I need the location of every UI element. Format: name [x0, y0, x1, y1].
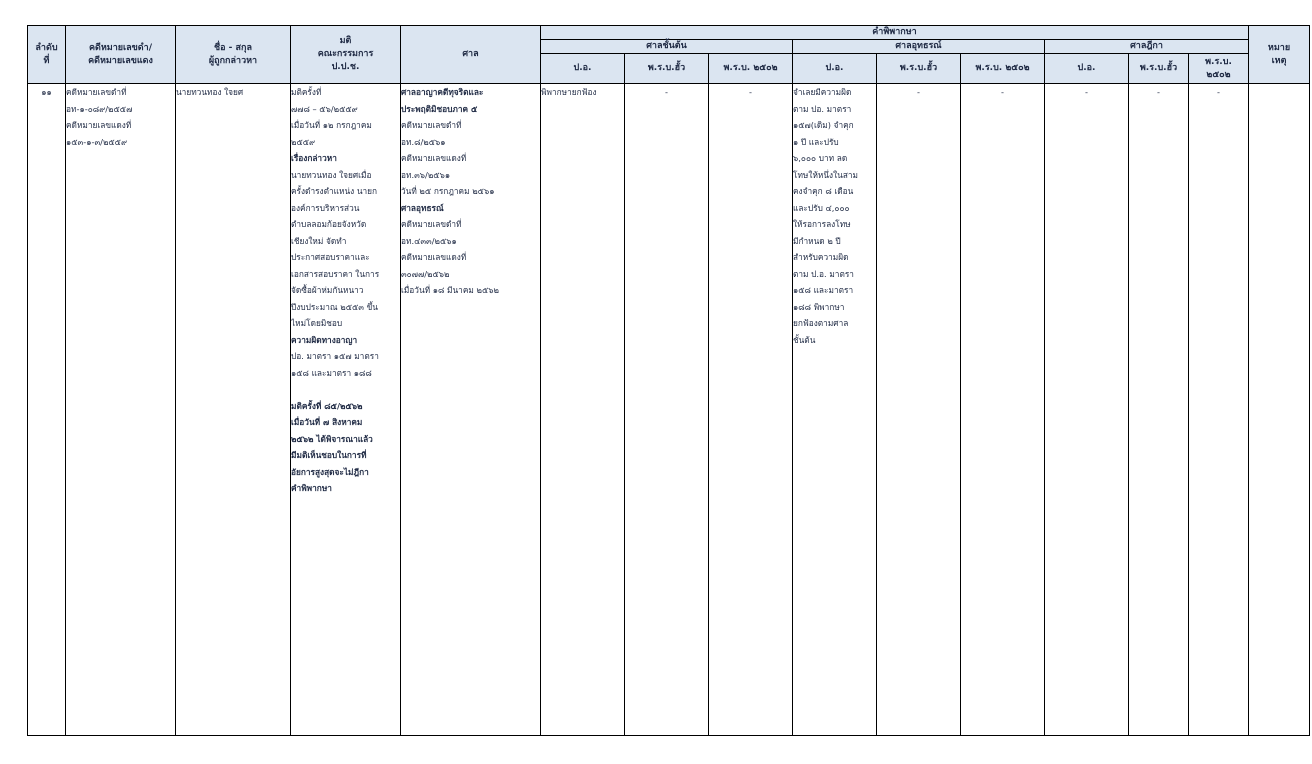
resolution-line: มติครั้งที่: [291, 87, 322, 97]
header-supreme-ppu: พ.ร.บ.ฮั้ว: [1129, 54, 1189, 84]
appeal-line: และปรับ ๔,๐๐๐: [793, 202, 850, 213]
court-line: คดีหมายเลขแดงที่: [401, 153, 467, 163]
header-appeal-po: ป.อ.: [793, 54, 877, 84]
resolution-line: ๗๗๘ – ๕๖/๒๕๕๙: [291, 103, 358, 114]
resolution-line: มีมติเห็นชอบในการที่: [291, 450, 367, 460]
resolution-line: คำพิพากษา: [291, 483, 332, 493]
court-lines: [401, 84, 540, 299]
appeal-line: ๑๕๗(เดิม) จำคุก: [793, 120, 854, 130]
resolution-line: ประกาศสอบราคาและ: [291, 252, 370, 262]
appeal-line: ๖,๐๐๐ บาท ลด: [793, 153, 848, 163]
resolution-line: ๑๕๘ และมาตรา ๑๘๘: [291, 367, 372, 378]
court-line: อท.๓๖/๒๕๖๑: [401, 169, 451, 180]
appeal-line: คงจำคุก ๘ เดือน: [793, 186, 854, 196]
table-row: [28, 84, 1310, 736]
header-first-act: พ.ร.บ. ๒๕๐๒: [709, 54, 793, 84]
appeal-lines: [793, 84, 876, 348]
cell-supreme-po: -: [1045, 84, 1129, 736]
court-line: คดีหมายเลขแดงที่: [401, 252, 467, 262]
cell-supreme-act: -: [1189, 84, 1249, 736]
cell-resolution: [291, 84, 401, 736]
cell-name: นายทวนทอง ใจยศ: [176, 84, 291, 736]
appeal-line: ให้รอการลงโทษ: [793, 219, 851, 229]
resolution-line: องค์การบริหารส่วน: [291, 202, 360, 213]
appeal-line: ชั้นต้น: [793, 334, 816, 345]
header-appeal: ศาลอุทธรณ์: [793, 40, 1045, 54]
cell-case: คดีหมายเลขดำที่ อท-๑-๐๘๙/๒๕๕๗ คดีหมายเลขแดงที่ ๑๕๓-๑-๓/๒๕๕๙: [66, 84, 176, 736]
appeal-line: จำเลยมีความผิด: [793, 87, 852, 97]
appeal-line: โทษให้หนึ่งในสาม: [793, 169, 859, 180]
resolution-line: มติครั้งที่ ๘๕/๒๕๖๒: [291, 400, 363, 411]
cell-appeal-act: -: [961, 84, 1045, 736]
case-table: [27, 25, 1310, 736]
resolution-line: นายทวนทอง ใจยศเมื่อ: [291, 169, 372, 180]
appeal-line: ๑ ปี และปรับ: [793, 136, 839, 147]
court-line: ศาลอุทธรณ์: [401, 202, 444, 213]
resolution-line: ความผิดทางอาญา: [291, 334, 358, 345]
resolution-line: ครั้งดำรงตำแหน่ง นายก: [291, 186, 378, 196]
resolution-line: เรื่องกล่าวหา: [291, 153, 337, 163]
header-remark: หมาย เหตุ: [1249, 26, 1310, 84]
resolution-line: ไหม่โดยมิชอบ: [291, 318, 343, 328]
header-case: คดีหมายเลขดำ/ คดีหมายเลขแดง: [66, 26, 176, 84]
header-resolution: มติ คณะกรรมการ ป.ป.ช.: [291, 26, 401, 84]
court-line: คดีหมายเลขดำที่: [401, 219, 462, 229]
court-line: ๓๐๗๗/๒๕๖๒: [401, 268, 450, 279]
header-appeal-ppu: พ.ร.บ.ฮั้ว: [877, 54, 961, 84]
appeal-line: ๑๘๘ พิพากษา: [793, 301, 845, 312]
court-line: อท.๔๓๓/๒๕๖๑: [401, 235, 457, 246]
resolution-line: เมื่อวันที่ ๗ สิงหาคม: [291, 417, 363, 427]
resolution-line: ๒๕๖๒ ได้พิจารณาแล้ว: [291, 433, 373, 444]
court-line: วันที่ ๒๕ กรกฎาคม ๒๕๖๑: [401, 186, 495, 196]
header-name: ชื่อ - สกุล ผู้ถูกกล่าวหา: [176, 26, 291, 84]
court-line: เมื่อวันที่ ๑๘ มีนาคม ๒๕๖๒: [401, 285, 499, 295]
header-first-ppu: พ.ร.บ.ฮั้ว: [625, 54, 709, 84]
cell-first-ppu: -: [625, 84, 709, 736]
appeal-line: ๑๕๘ และมาตรา: [793, 285, 854, 295]
cell-remark: [1249, 84, 1310, 736]
cell-court: [401, 84, 541, 736]
resolution-line: เชียงใหม่ จัดทำ: [291, 235, 347, 246]
cell-appeal-po: [793, 84, 877, 736]
appeal-line: สำหรับความผิด: [793, 252, 849, 262]
header-supreme: ศาลฎีกา: [1045, 40, 1249, 54]
header-first-instance: ศาลชั้นต้น: [541, 40, 793, 54]
resolution-line: ๒๕๕๙: [291, 136, 316, 147]
appeal-line: ตาม ป.อ. มาตรา: [793, 268, 854, 279]
appeal-line: ตาม ปอ. มาตรา: [793, 103, 852, 114]
court-line: อท.๘/๒๕๖๑: [401, 136, 446, 147]
header-appeal-act: พ.ร.บ. ๒๕๐๒: [961, 54, 1045, 84]
resolution-line: ตำบลลอมก้อยจังหวัด: [291, 219, 367, 229]
header-supreme-po: ป.อ.: [1045, 54, 1129, 84]
cell-appeal-ppu: -: [877, 84, 961, 736]
header-court: ศาล: [401, 26, 541, 84]
resolution-line: จัดซื้อผ้าห่มกันหนาว: [291, 285, 364, 295]
resolution-line: ปีงบประมาณ ๒๕๕๓ ขึ้น: [291, 301, 378, 312]
resolution-line: [291, 381, 400, 398]
resolution-line: อัยการสูงสุดจะไม่ฎีกา: [291, 466, 369, 477]
court-line: คดีหมายเลขดำที่: [401, 120, 462, 130]
header-judgment: คำพิพากษา: [541, 26, 1249, 40]
header-supreme-act: พ.ร.บ. ๒๕๐๒: [1189, 54, 1249, 84]
appeal-line: มีกำหนด ๒ ปี: [793, 235, 841, 246]
court-line: ศาลอาญาคดีทุจริตและ: [401, 87, 484, 97]
court-line: ประพฤติมิชอบภาค ๕: [401, 103, 478, 114]
resolution-lines: [291, 84, 400, 497]
cell-first-act: -: [709, 84, 793, 736]
appeal-line: ยกฟ้องตามศาล: [793, 318, 849, 328]
cell-first-po: พิพากษายกฟ้อง: [541, 84, 625, 736]
header-no: ลำดับ ที่: [28, 26, 66, 84]
header-first-po: ป.อ.: [541, 54, 625, 84]
resolution-line: เมื่อวันที่ ๑๒ กรกฎาคม: [291, 120, 372, 130]
cell-supreme-ppu: -: [1129, 84, 1189, 736]
cell-no: ๑๑: [28, 84, 66, 736]
resolution-line: ปอ. มาตรา ๑๕๗ มาตรา: [291, 351, 379, 361]
resolution-line: เอกสารสอบราคา ในการ: [291, 268, 380, 279]
